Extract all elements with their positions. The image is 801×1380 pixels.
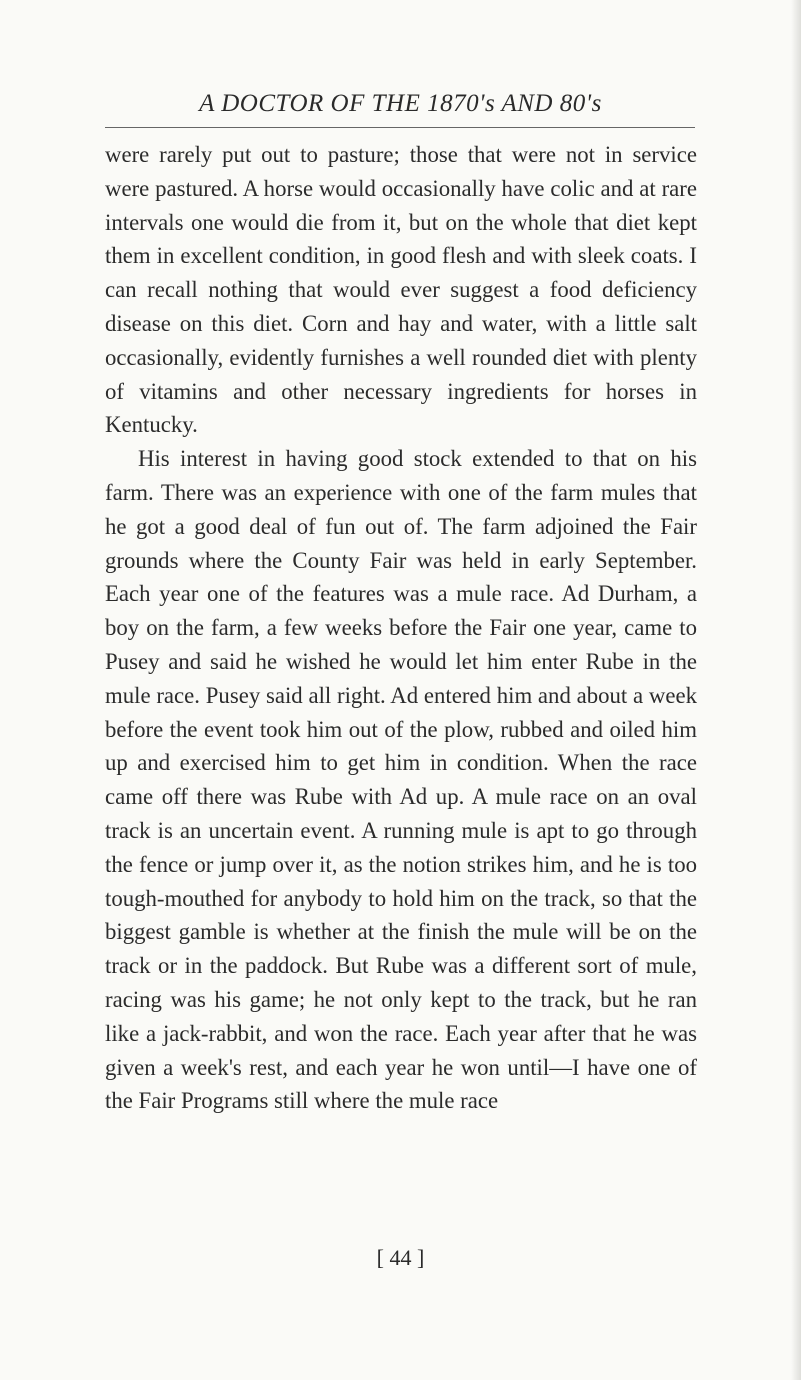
header-rule bbox=[105, 127, 695, 128]
paragraph-continued: were rarely put out to pasture; those that were not in service were pastured. A horse would occasionally have colic and at rare intervals one would die from it, but on the whole that diet kept them in excellent condition, in good flesh and with sleek coats. I can recall nothing that would ever suggest a food deficiency disease on this diet. Corn and hay and water, with a little salt occasionally, evidently furnishes a well rounded diet with plenty of vitamins and other necessary ingredients for horses in Kentucky. bbox=[105, 142, 697, 438]
page-edge-shadow bbox=[791, 0, 801, 1380]
page-number: [ 44 ] bbox=[376, 1245, 425, 1270]
body-text bbox=[105, 138, 697, 1240]
running-header: A DOCTOR OF THE 1870's AND 80's bbox=[199, 90, 602, 117]
paragraph-farm-mule: His interest in having good stock extended to that on his farm. There was an experience with one of the farm mules that he got a good deal of fun out of. The farm adjoined the Fair grounds where the County Fair was held in early September. Each year one of the features was a mule race. Ad Durham, a boy on the farm, a few weeks before the Fair one year, came to Pusey and said he wished he would let him enter Rube in the mule race. Pusey said all right. Ad entered him and about a week before the event took him out of the plow, rubbed and oiled him up and exercised him to get him in condition. When the race came off there was Rube with Ad up. A mule race on an oval track is an uncertain event. A running mule is apt to go through the fence or jump over it, as the notion strikes him, and he is too tough-mouthed for anybody to hold him on the track, so that the biggest gamble is whether at the finish the mule will be on the track or in the paddock. But Rube was a different sort of mule, racing was his game; he not only kept to the track, but he ran like a jack-rabbit, and won the race. Each year after that he was given a week's rest, and each year he won until—I have one of the Fair Programs still where the mule race bbox=[105, 446, 697, 1114]
